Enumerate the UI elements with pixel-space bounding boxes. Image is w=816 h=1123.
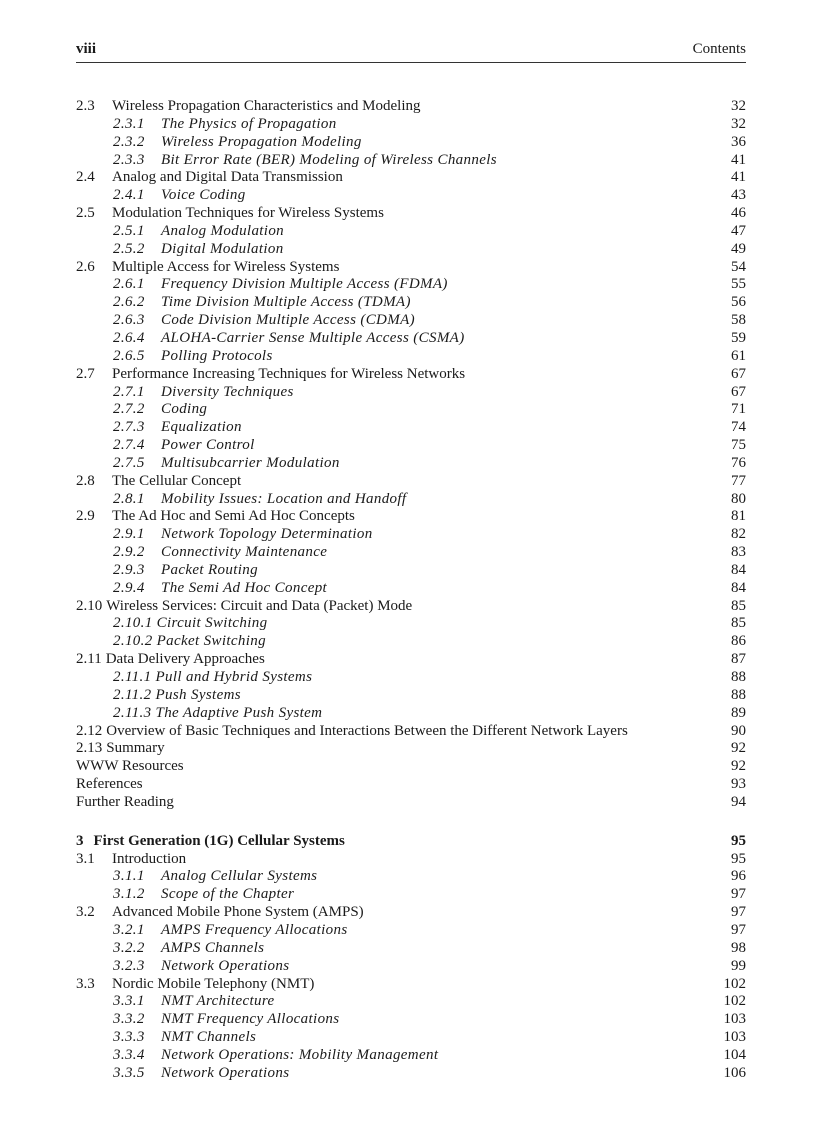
toc-subsection[interactable]	[76, 276, 746, 294]
toc-entry-title: Modulation Techniques for Wireless Systems	[112, 205, 384, 222]
toc-entry-number: 2.3	[76, 98, 95, 114]
toc-entry-number: 2.9.2	[113, 544, 145, 561]
toc-section[interactable]	[76, 169, 746, 187]
toc-entry-title: NMT Architecture	[161, 993, 275, 1010]
toc-entry-page: 56	[731, 294, 746, 311]
toc-entry-page: 74	[731, 419, 746, 436]
toc-entry-number: 2.7.1	[113, 383, 145, 400]
toc-entry-number: 2.9.4	[113, 579, 145, 596]
toc-entry-page: 95	[731, 850, 746, 867]
toc-entry-title: Equalization	[161, 419, 242, 436]
toc-entry-title: Mobility Issues: Location and Handoff	[161, 490, 407, 507]
toc-entry-number: 3.1	[76, 850, 95, 867]
toc-subsection[interactable]	[76, 241, 746, 259]
toc-entry-number: 2.5	[76, 205, 95, 222]
toc-entry-title: Multiple Access for Wireless Systems	[112, 258, 340, 275]
toc-entry-title: Code Division Multiple Access (CDMA)	[161, 312, 415, 329]
toc-subsection[interactable]	[76, 562, 746, 580]
toc-entry-page: 99	[731, 957, 746, 974]
toc-entry-title: Advanced Mobile Phone System (AMPS)	[112, 904, 364, 921]
toc-entry-title: Network Operations: Mobility Management	[161, 1046, 439, 1063]
toc-entry-page: 97	[731, 921, 746, 938]
toc-entry-page: 85	[731, 597, 746, 614]
toc-entry-page: 83	[731, 544, 746, 561]
toc-entry-title: Nordic Mobile Telephony (NMT)	[112, 975, 315, 992]
toc-entry-number: 2.8	[76, 472, 95, 489]
toc-entry-page: 102	[723, 975, 746, 992]
toc-entry-number: 3.3.2	[113, 1011, 145, 1028]
toc-entry-number: 3.3	[76, 975, 95, 992]
toc-section[interactable]	[76, 651, 746, 669]
table-of-contents	[76, 98, 746, 1083]
toc-section[interactable]	[76, 473, 746, 491]
toc-entry-title: NMT Channels	[161, 1029, 257, 1046]
toc-entry-page: 86	[731, 633, 746, 650]
toc-entry-page: 32	[731, 115, 746, 132]
toc-entry-title: Digital Modulation	[161, 240, 284, 257]
toc-subsection[interactable]	[76, 615, 746, 633]
toc-section[interactable]	[76, 259, 746, 277]
toc-entry-number: 2.6.2	[113, 294, 145, 311]
toc-entry-number: 2.11.2	[113, 686, 152, 703]
toc-entry-title: Packet Routing	[161, 561, 258, 578]
toc-entry-number: 3.1.1	[113, 868, 145, 885]
toc-entry-page: 81	[731, 508, 746, 525]
toc-entry-title: ALOHA-Carrier Sense Multiple Access (CSMA)	[161, 329, 465, 346]
toc-entry-title: Connectivity Maintenance	[161, 544, 328, 561]
toc-entry-page: 95	[731, 832, 746, 849]
toc-entry-title: NMT Frequency Allocations	[161, 1011, 340, 1028]
toc-entry-number: 2.7.2	[113, 401, 145, 418]
toc-entry-number: 3.2.2	[113, 939, 145, 956]
toc-entry-number: 2.6.5	[113, 347, 145, 364]
toc-entry-title: Push Systems	[155, 686, 241, 703]
toc-subsection[interactable]	[76, 455, 746, 473]
toc-entry-page: 80	[731, 490, 746, 507]
toc-entry-page: 75	[731, 437, 746, 454]
toc-entry-title: AMPS Channels	[161, 939, 265, 956]
toc-entry-number: 2.5.1	[113, 222, 145, 239]
toc-subsection[interactable]	[76, 633, 746, 651]
toc-entry-number: 2.6.3	[113, 312, 145, 329]
page-number: viii	[76, 41, 97, 57]
toc-entry-title: The Adaptive Push System	[155, 704, 323, 721]
toc-entry-title: Analog Modulation	[161, 222, 285, 239]
toc-entry-page: 84	[731, 579, 746, 596]
toc-backmatter[interactable]	[76, 758, 746, 776]
toc-entry-page: 102	[723, 993, 746, 1010]
toc-entry-title: Voice Coding	[161, 187, 246, 204]
toc-entry-number: 2.10.2	[113, 633, 153, 650]
toc-subsection[interactable]	[76, 312, 746, 330]
toc-entry-page: 41	[731, 169, 746, 186]
toc-subsection[interactable]	[76, 886, 746, 904]
toc-subsection[interactable]	[76, 544, 746, 562]
toc-subsection[interactable]	[76, 940, 746, 958]
toc-section[interactable]	[76, 205, 746, 223]
toc-entry-number: 2.11	[76, 651, 102, 668]
toc-subsection[interactable]	[76, 223, 746, 241]
toc-entry-title: Time Division Multiple Access (TDMA)	[161, 294, 411, 311]
toc-entry-number: 2.10.1	[113, 615, 153, 632]
toc-backmatter[interactable]	[76, 776, 746, 794]
toc-section[interactable]	[76, 723, 746, 741]
toc-entry-page: 88	[731, 669, 746, 685]
toc-entry-title: Power Control	[161, 437, 255, 454]
toc-entry-title: Polling Protocols	[161, 347, 273, 364]
toc-entry-title: WWW Resources	[76, 758, 184, 775]
toc-entry-page: 55	[731, 276, 746, 293]
toc-section[interactable]	[76, 598, 746, 616]
toc-entry-page: 97	[731, 886, 746, 903]
toc-entry-page: 49	[731, 240, 746, 257]
toc-entry-title: Network Operations	[161, 957, 290, 974]
toc-entry-number: 2.3.1	[113, 115, 145, 132]
toc-entry-number: 2.4	[76, 169, 95, 186]
toc-subsection[interactable]	[76, 330, 746, 348]
toc-entry-number: 3.2.3	[113, 957, 145, 974]
toc-entry-page: 103	[723, 1011, 746, 1028]
toc-entry-page: 61	[731, 347, 746, 364]
toc-entry-page: 67	[731, 365, 746, 382]
toc-entry-title: Analog and Digital Data Transmission	[112, 169, 343, 186]
toc-section[interactable]	[76, 851, 746, 869]
toc-entry-page: 67	[731, 383, 746, 400]
toc-entry-page: 94	[731, 793, 746, 810]
toc-entry-title: The Ad Hoc and Semi Ad Hoc Concepts	[112, 508, 355, 525]
toc-chapter[interactable]	[76, 833, 746, 851]
toc-subsection[interactable]	[76, 187, 746, 205]
toc-section[interactable]	[76, 366, 746, 384]
toc-section[interactable]	[76, 976, 746, 994]
toc-entry-title: Scope of the Chapter	[161, 886, 295, 903]
toc-entry-page: 46	[731, 205, 746, 222]
toc-section[interactable]	[76, 98, 746, 116]
toc-entry-title: Network Topology Determination	[161, 526, 373, 543]
toc-subsection[interactable]	[76, 993, 746, 1011]
toc-entry-number: 2.10	[76, 597, 103, 614]
toc-entry-title: Overview of Basic Techniques and Interactions Between the Different Network Layers	[106, 722, 628, 739]
toc-entry-number: 2.6	[76, 258, 95, 275]
header-rule	[76, 62, 746, 63]
toc-entry-page: 88	[731, 686, 746, 703]
toc-entry-page: 76	[731, 454, 746, 471]
toc-section[interactable]	[76, 740, 746, 758]
toc-entry-number: 2.4.1	[113, 187, 145, 204]
toc-entry-number: 2.7.3	[113, 419, 145, 436]
toc-entry-page: 85	[731, 615, 746, 632]
toc-entry-number: 2.12	[76, 722, 103, 739]
toc-entry-number: 2.13	[76, 740, 103, 757]
toc-subsection[interactable]	[76, 958, 746, 976]
toc-entry-title: Diversity Techniques	[161, 383, 294, 400]
toc-backmatter[interactable]	[76, 794, 746, 812]
toc-subsection[interactable]	[76, 1011, 746, 1029]
toc-entry-title: Multisubcarrier Modulation	[161, 454, 340, 471]
toc-entry-number: 3.3.4	[113, 1046, 145, 1063]
page-header	[76, 41, 746, 61]
toc-entry-number: 2.7.5	[113, 454, 145, 471]
toc-subsection[interactable]	[76, 868, 746, 886]
toc-entry-number: 3	[76, 832, 84, 849]
toc-entry-page: 58	[731, 312, 746, 329]
chapter-gap	[76, 812, 746, 833]
toc-subsection[interactable]	[76, 116, 746, 134]
toc-entry-page: 41	[731, 151, 746, 168]
toc-entry-title: Pull and Hybrid Systems	[155, 669, 313, 685]
toc-entry-title: Wireless Services: Circuit and Data (Packet) Mode	[106, 597, 413, 614]
toc-subsection[interactable]	[76, 152, 746, 170]
toc-entry-title: Circuit Switching	[156, 615, 268, 632]
toc-section[interactable]	[76, 508, 746, 526]
toc-entry-title: Further Reading	[76, 793, 174, 810]
toc-entry-page: 92	[731, 740, 746, 757]
toc-entry-title: The Cellular Concept	[112, 472, 242, 489]
toc-subsection[interactable]	[76, 580, 746, 598]
toc-entry-title: The Physics of Propagation	[161, 115, 337, 132]
toc-entry-number: 3.1.2	[113, 886, 145, 903]
toc-entry-number: 3.3.1	[113, 993, 145, 1010]
toc-entry-page: 98	[731, 939, 746, 956]
toc-entry-page: 43	[731, 187, 746, 204]
toc-entry-title: AMPS Frequency Allocations	[161, 921, 348, 938]
toc-subsection[interactable]	[76, 401, 746, 419]
toc-entry-page: 97	[731, 904, 746, 921]
toc-entry-title: Frequency Division Multiple Access (FDMA)	[161, 276, 448, 293]
toc-entry-page: 104	[723, 1046, 746, 1063]
toc-entry-title: Packet Switching	[156, 633, 266, 650]
toc-entry-page: 87	[731, 651, 746, 668]
toc-entry-number: 2.9.3	[113, 561, 145, 578]
toc-entry-title: The Semi Ad Hoc Concept	[161, 579, 328, 596]
toc-entry-page: 59	[731, 329, 746, 346]
toc-entry-page: 54	[731, 258, 746, 275]
toc-entry-title: Introduction	[112, 850, 187, 867]
toc-entry-number: 2.6.1	[113, 276, 145, 293]
toc-subsection[interactable]	[76, 669, 746, 687]
toc-entry-page: 90	[731, 722, 746, 739]
toc-entry-number: 3.2.1	[113, 921, 145, 938]
toc-entry-page: 92	[731, 758, 746, 775]
toc-entry-title: Bit Error Rate (BER) Modeling of Wireless Channels	[161, 151, 497, 168]
toc-entry-number: 2.7	[76, 365, 95, 382]
toc-entry-number: 2.6.4	[113, 329, 145, 346]
running-title: Contents	[692, 41, 746, 57]
toc-entry-page: 82	[731, 526, 746, 543]
toc-entry-page: 103	[723, 1029, 746, 1046]
toc-entry-number: 2.3.2	[113, 133, 145, 150]
toc-entry-page: 77	[731, 472, 746, 489]
toc-entry-page: 32	[731, 98, 746, 114]
toc-entry-number: 2.11.1	[113, 669, 152, 685]
toc-entry-number: 2.9.1	[113, 526, 145, 543]
toc-entry-title: Analog Cellular Systems	[161, 868, 318, 885]
toc-section[interactable]	[76, 904, 746, 922]
toc-subsection[interactable]	[76, 1047, 746, 1065]
toc-subsection[interactable]	[76, 491, 746, 509]
toc-entry-title: Data Delivery Approaches	[105, 651, 265, 668]
toc-subsection[interactable]	[76, 419, 746, 437]
toc-subsection[interactable]	[76, 134, 746, 152]
toc-entry-title: Performance Increasing Techniques for Wireless Networks	[112, 365, 466, 382]
toc-subsection[interactable]	[76, 922, 746, 940]
toc-entry-number: 2.11.3	[113, 704, 152, 721]
toc-subsection[interactable]	[76, 437, 746, 455]
toc-entry-number: 2.5.2	[113, 240, 145, 257]
toc-entry-page: 84	[731, 561, 746, 578]
toc-subsection[interactable]	[76, 294, 746, 312]
toc-entry-number: 2.7.4	[113, 437, 145, 454]
toc-entry-number: 2.8.1	[113, 490, 145, 507]
toc-subsection[interactable]	[76, 1029, 746, 1047]
toc-entry-number: 3.3.3	[113, 1029, 145, 1046]
toc-subsection[interactable]	[76, 1065, 746, 1083]
toc-entry-title: References	[76, 776, 143, 793]
toc-entry-page: 96	[731, 868, 746, 885]
toc-entry-page: 36	[731, 133, 746, 150]
toc-subsection[interactable]	[76, 705, 746, 723]
toc-entry-number: 2.3.3	[113, 151, 145, 168]
toc-subsection[interactable]	[76, 687, 746, 705]
toc-entry-page: 93	[731, 776, 746, 793]
toc-entry-page: 106	[723, 1064, 746, 1081]
toc-entry-title: Summary	[106, 740, 165, 757]
toc-entry-number: 3.2	[76, 904, 95, 921]
toc-entry-title: Wireless Propagation Characteristics and Modeling	[112, 98, 421, 114]
toc-subsection[interactable]	[76, 348, 746, 366]
toc-entry-page: 71	[731, 401, 746, 418]
toc-entry-title: Wireless Propagation Modeling	[161, 133, 362, 150]
toc-entry-page: 47	[731, 222, 746, 239]
toc-entry-page: 89	[731, 704, 746, 721]
toc-entry-number: 2.9	[76, 508, 95, 525]
toc-entry-number: 3.3.5	[113, 1064, 145, 1081]
toc-subsection[interactable]	[76, 384, 746, 402]
toc-subsection[interactable]	[76, 526, 746, 544]
toc-entry-title: Coding	[161, 401, 208, 418]
toc-entry-title: Network Operations	[161, 1064, 290, 1081]
toc-entry-title: First Generation (1G) Cellular Systems	[93, 832, 345, 849]
